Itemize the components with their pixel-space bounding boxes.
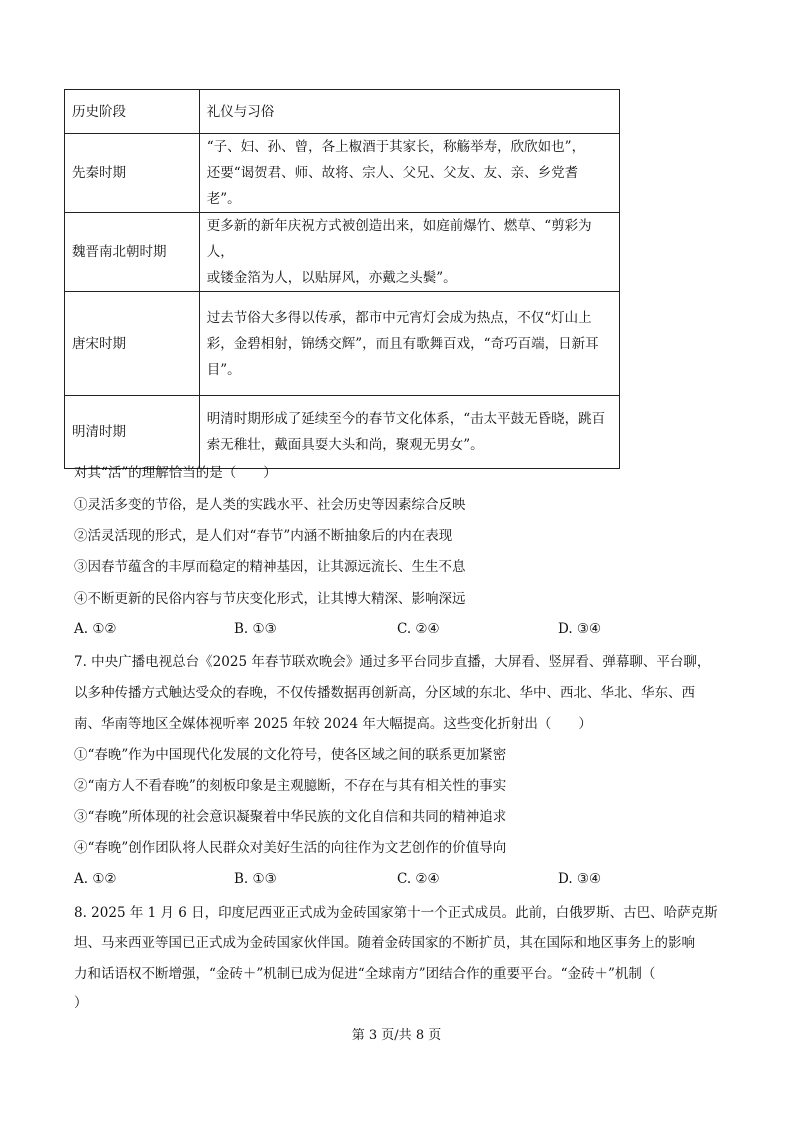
table-row [65, 292, 620, 396]
period-cell: 先秦时期 [65, 134, 200, 213]
page-number: 第 3 页/共 8 页 [351, 1028, 442, 1043]
table-header-row [65, 90, 620, 134]
history-customs-table [64, 89, 620, 469]
q8-stem-line: 坦、马来西亚等国已正式成为金砖国家伙伴国。随着金砖国家的不断扩员，其在国际和地区事务上的影响 [74, 935, 695, 951]
q6-statement: ②活灵活现的形式，是人们对“春节”内涵不断抽象后的内在表现 [74, 528, 453, 544]
q7-statement: ③“春晚”所体现的社会意识凝聚着中华民族的文化自信和共同的精神追求 [74, 809, 507, 825]
table-row [65, 134, 620, 213]
option-d: D. ③④ [558, 871, 602, 887]
q7-stem-line: 南、华南等地区全媒体视听率 2025 年较 2024 年大幅提高。这些变化折射出（ ） [74, 716, 592, 732]
table-header-cell: 历史阶段 [65, 90, 200, 134]
content-line: 还要“谒贺君、师、故将、宗人、父兄、父友、友、亲、乡党耆老”。 [206, 165, 579, 207]
content-line: 明清时期形成了延续至今的春节文化体系，“击太平鼓无昏晓，跳百 [206, 411, 606, 427]
table-row [65, 396, 620, 469]
q6-stem: 对其“活”的理解恰当的是（ ） [74, 465, 277, 481]
content-cell [199, 213, 619, 292]
content-line: 更多新的新年庆祝方式被创造出来，如庭前爆竹、燃草、“剪彩为人， [206, 218, 592, 260]
q6-statement: ④不断更新的民俗内容与节庆变化形式，让其博大精深、影响深远 [74, 591, 466, 607]
q7-statement: ②“南方人不看春晚”的刻板印象是主观臆断，不存在与其有相关性的事实 [74, 778, 507, 794]
option-c: C. ②④ [397, 871, 440, 887]
table-row [65, 213, 620, 292]
option-b: B. ①③ [234, 871, 277, 887]
q8-stem-line: ） [74, 995, 88, 1011]
content-line: 索无稚壮，戴面具耍大头和尚，聚观无男女”。 [206, 437, 484, 453]
q8-stem-line: 8. 2025 年 1 月 6 日，印度尼西亚正式成为金砖国家第十一个正式成员。此前，白俄罗斯、古巴、哈萨克斯 [74, 905, 718, 921]
q7-statement: ④“春晚”创作团队将人民群众对美好生活的向往作为文艺创作的价值导向 [74, 840, 507, 856]
content-cell [199, 292, 619, 396]
q7-options [74, 871, 634, 890]
q7-stem-line: 7. 中央广播电视总台《2025 年春节联欢晚会》通过多平台同步直播，大屏看、竖屏看、弹幕聊、平台聊， [74, 654, 711, 670]
option-c: C. ②④ [397, 621, 440, 637]
option-b: B. ①③ [234, 621, 277, 637]
period-cell: 明清时期 [65, 396, 200, 469]
option-a: A. ①② [74, 621, 117, 637]
table-header-cell: 礼仪与习俗 [199, 90, 619, 134]
q8-stem-line: 力和话语权不断增强，“金砖＋”机制已成为促进“全球南方”团结合作的重要平台。“金砖＋”机制（ [74, 966, 656, 982]
period-cell: 唐宋时期 [65, 292, 200, 396]
q7-stem-line: 以多种传播方式触达受众的春晚，不仅传播数据再创新高，分区域的东北、华中、西北、华北、华东、西 [74, 685, 695, 701]
content-cell [199, 134, 619, 213]
content-line: 或镂金箔为人，以贴屏风，亦戴之头鬓”。 [206, 270, 457, 286]
q6-options [74, 621, 634, 640]
q7-statement: ①“春晚”作为中国现代化发展的文化符号，使各区域之间的联系更加紧密 [74, 747, 507, 763]
option-d: D. ③④ [558, 621, 602, 637]
content-line: 彩，金碧相射，锦绣交辉”，而且有歌舞百戏，“奇巧百端，日新耳 [206, 335, 599, 352]
content-line: 过去节俗大多得以传承，都市中元宵灯会成为热点，不仅“灯山上 [206, 309, 592, 326]
content-line: 目”。 [206, 361, 241, 378]
q6-statement: ③因春节蕴含的丰厚而稳定的精神基因，让其源远流长、生生不息 [74, 559, 466, 575]
period-cell: 魏晋南北朝时期 [65, 213, 200, 292]
content-line: “子、妇、孙、曾，各上椒酒于其家长，称觞举寿，欣欣如也”， [206, 139, 586, 155]
q6-statement: ①灵活多变的节俗，是人类的实践水平、社会历史等因素综合反映 [74, 497, 466, 513]
content-cell [199, 396, 619, 469]
option-a: A. ①② [74, 871, 117, 887]
